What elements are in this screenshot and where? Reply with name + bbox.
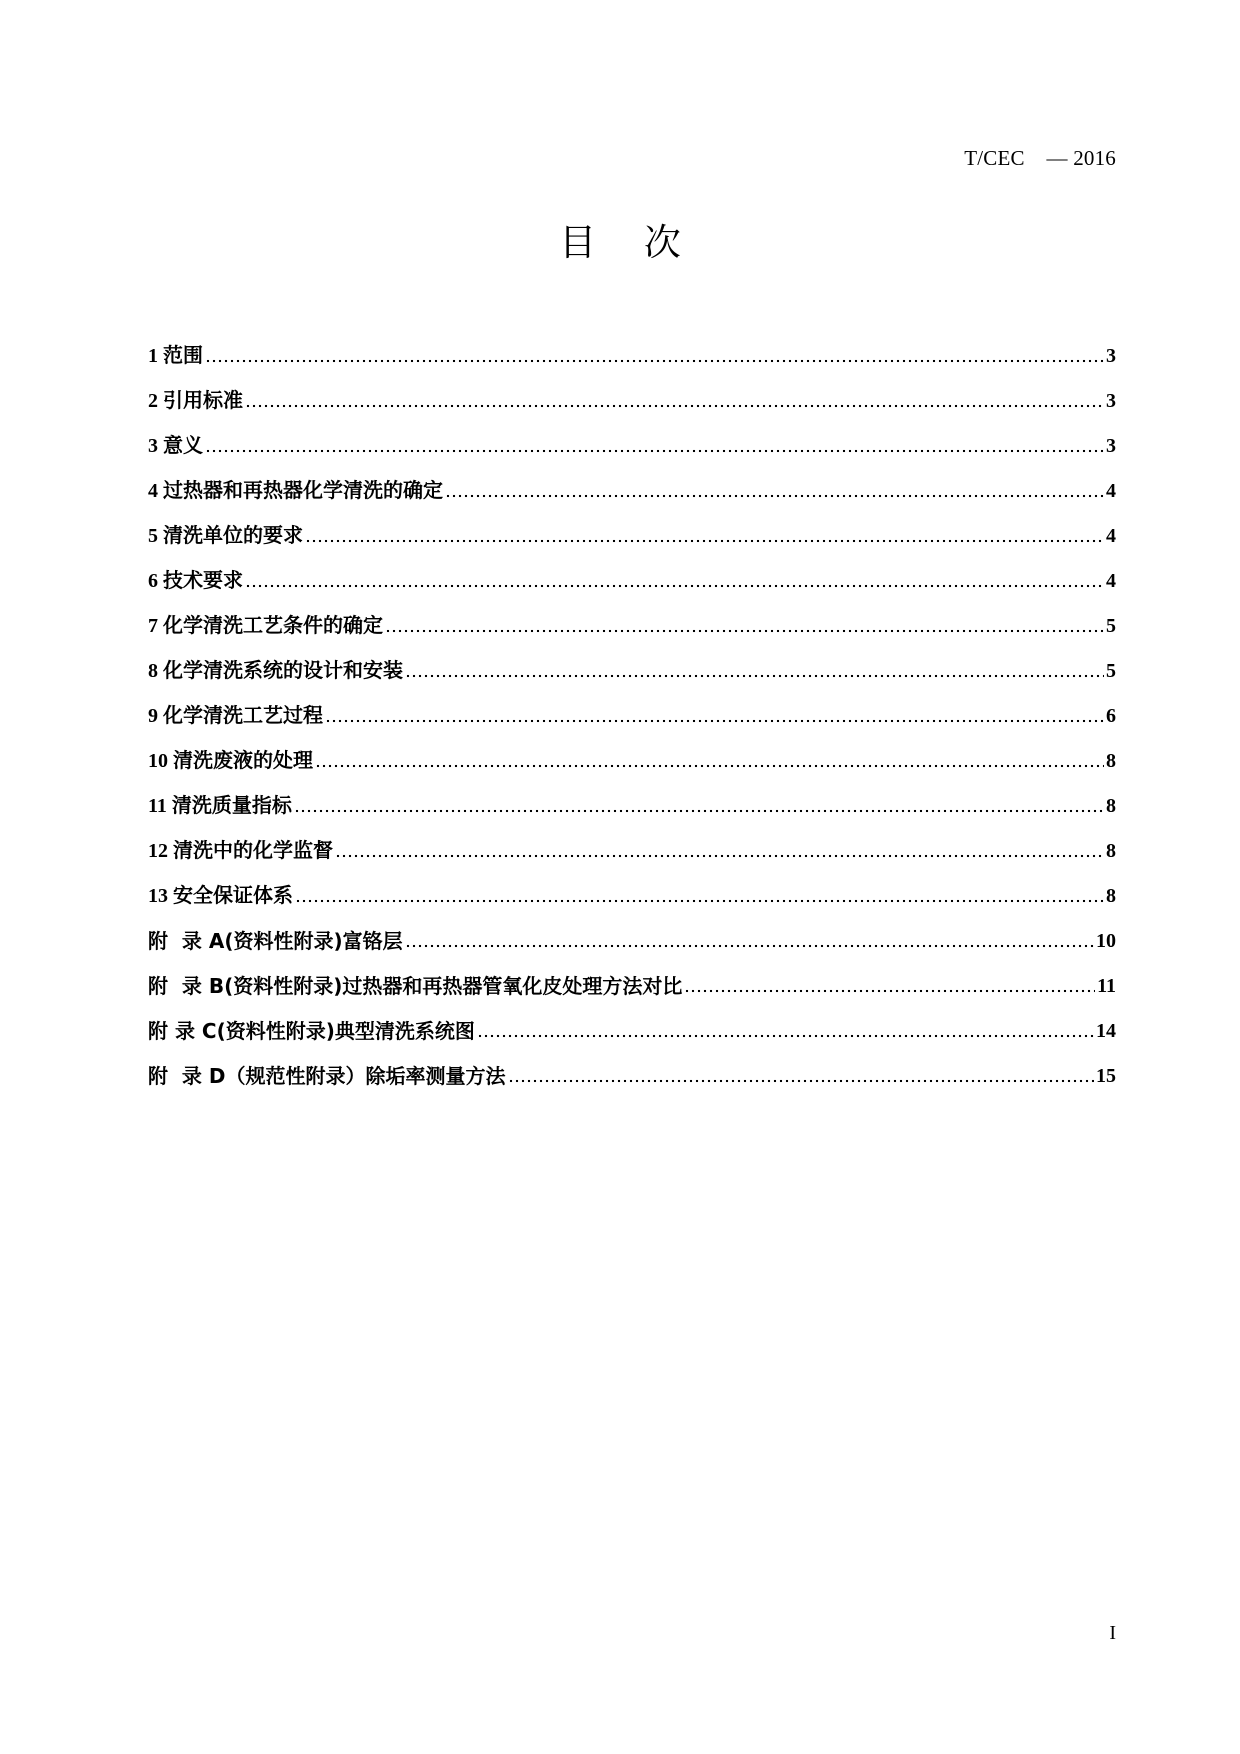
toc-entry-label: 5 清洗单位的要求 bbox=[148, 525, 303, 547]
toc-entry[interactable] bbox=[148, 819, 1116, 864]
toc-entry[interactable] bbox=[148, 414, 1116, 459]
toc-entry-label: 附 录 C(资料性附录)典型清洗系统图 bbox=[148, 1019, 475, 1043]
toc-entry-label: 2 引用标准 bbox=[148, 390, 243, 412]
page-title: 目 次 bbox=[559, 221, 699, 264]
toc-entry[interactable] bbox=[148, 954, 1116, 999]
toc-entry-label: 12 清洗中的化学监督 bbox=[148, 840, 333, 862]
toc-dot-leader bbox=[205, 358, 1104, 364]
toc-dot-leader bbox=[477, 1033, 1094, 1039]
toc-entry-page: 8 bbox=[1106, 840, 1116, 862]
toc-entry-label: 13 安全保证体系 bbox=[148, 885, 293, 907]
toc-entry[interactable] bbox=[148, 864, 1116, 909]
toc-entry[interactable] bbox=[148, 594, 1116, 639]
table-of-contents bbox=[148, 324, 1116, 1089]
toc-entry-label: 11 清洗质量指标 bbox=[148, 795, 292, 817]
toc-entry-page: 5 bbox=[1106, 615, 1116, 637]
toc-entry-label: 4 过热器和再热器化学清洗的确定 bbox=[148, 480, 443, 502]
toc-entry-page: 3 bbox=[1106, 345, 1116, 367]
toc-entry[interactable] bbox=[148, 324, 1116, 369]
toc-dot-leader bbox=[405, 943, 1094, 949]
toc-entry[interactable] bbox=[148, 729, 1116, 774]
toc-entry-page: 15 bbox=[1096, 1065, 1116, 1087]
toc-entry-label: 附 录 D（规范性附录）除垢率测量方法 bbox=[148, 1064, 506, 1088]
toc-entry[interactable] bbox=[148, 504, 1116, 549]
toc-entry-page: 10 bbox=[1096, 930, 1116, 952]
page-number: I bbox=[1109, 1622, 1116, 1644]
toc-dot-leader bbox=[684, 988, 1095, 994]
toc-entry-page: 4 bbox=[1106, 525, 1116, 547]
toc-dot-leader bbox=[508, 1078, 1095, 1084]
toc-dot-leader bbox=[385, 628, 1104, 634]
toc-entry-page: 8 bbox=[1106, 750, 1116, 772]
toc-entry-page: 6 bbox=[1106, 705, 1116, 727]
toc-entry-page: 4 bbox=[1106, 570, 1116, 592]
toc-dot-leader bbox=[245, 583, 1104, 589]
toc-entry-label: 附 录 A(资料性附录)富铬层 bbox=[148, 929, 403, 953]
toc-entry-page: 14 bbox=[1096, 1020, 1116, 1042]
toc-entry-page: 8 bbox=[1106, 795, 1116, 817]
toc-entry-page: 3 bbox=[1106, 390, 1116, 412]
toc-dot-leader bbox=[405, 673, 1104, 679]
toc-entry[interactable] bbox=[148, 684, 1116, 729]
toc-entry[interactable] bbox=[148, 549, 1116, 594]
toc-entry-label: 3 意义 bbox=[148, 435, 203, 457]
toc-entry[interactable] bbox=[148, 1044, 1116, 1089]
toc-entry[interactable] bbox=[148, 774, 1116, 819]
document-code: T/CEC — 2016 bbox=[964, 146, 1116, 170]
toc-entry[interactable] bbox=[148, 459, 1116, 504]
toc-dot-leader bbox=[315, 763, 1104, 769]
toc-entry-page: 3 bbox=[1106, 435, 1116, 457]
toc-entry[interactable] bbox=[148, 369, 1116, 414]
toc-entry-label: 9 化学清洗工艺过程 bbox=[148, 705, 323, 727]
toc-entry-label: 附 录 B(资料性附录)过热器和再热器管氧化皮处理方法对比 bbox=[148, 974, 683, 998]
toc-dot-leader bbox=[295, 898, 1104, 904]
toc-dot-leader bbox=[245, 403, 1104, 409]
toc-entry-label: 10 清洗废液的处理 bbox=[148, 750, 313, 772]
toc-entry[interactable] bbox=[148, 999, 1116, 1044]
toc-entry-label: 1 范围 bbox=[148, 345, 203, 367]
toc-entry-page: 8 bbox=[1106, 885, 1116, 907]
toc-entry-label: 6 技术要求 bbox=[148, 570, 243, 592]
toc-dot-leader bbox=[325, 718, 1104, 724]
toc-entry-page: 11 bbox=[1097, 975, 1116, 997]
toc-entry[interactable] bbox=[148, 909, 1116, 954]
toc-dot-leader bbox=[305, 538, 1104, 544]
toc-entry-label: 7 化学清洗工艺条件的确定 bbox=[148, 615, 383, 637]
toc-dot-leader bbox=[445, 493, 1104, 499]
toc-dot-leader bbox=[294, 808, 1104, 814]
toc-dot-leader bbox=[335, 853, 1104, 859]
toc-entry-page: 5 bbox=[1106, 660, 1116, 682]
toc-entry-page: 4 bbox=[1106, 480, 1116, 502]
toc-dot-leader bbox=[205, 448, 1104, 454]
toc-entry-label: 8 化学清洗系统的设计和安装 bbox=[148, 660, 403, 682]
toc-entry[interactable] bbox=[148, 639, 1116, 684]
